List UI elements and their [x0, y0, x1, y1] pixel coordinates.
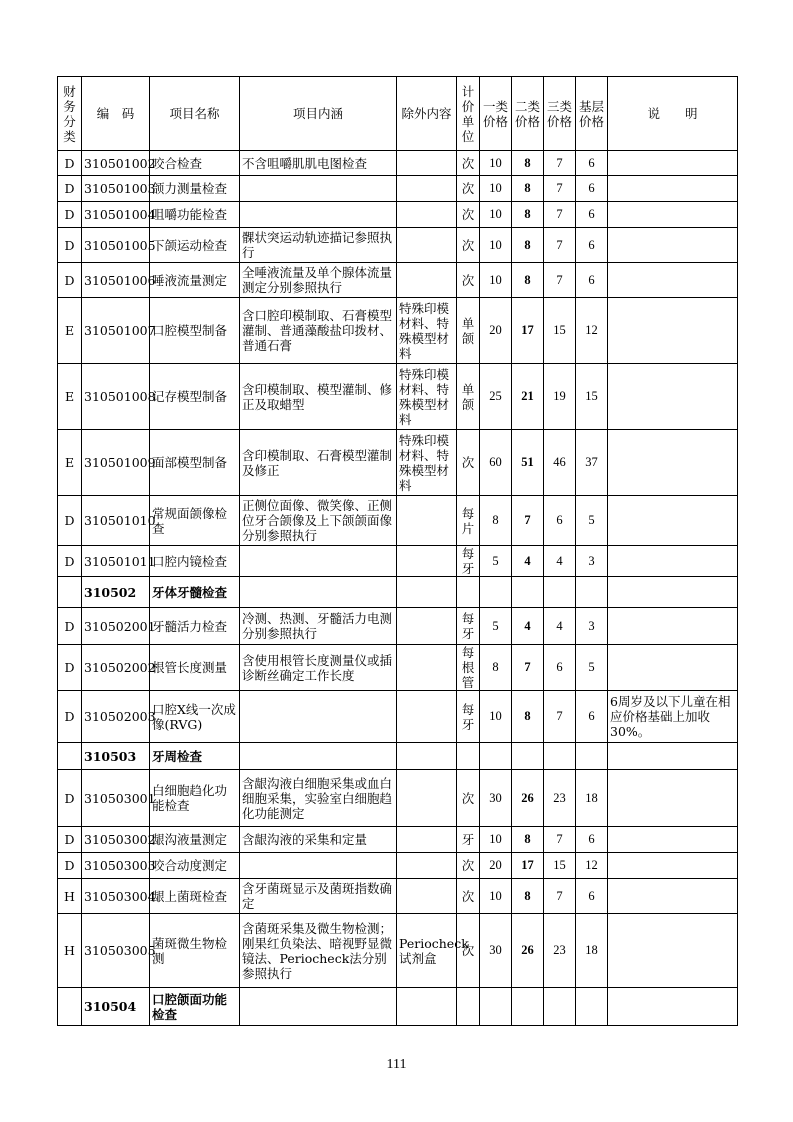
category-cell: E [58, 364, 82, 430]
content-cell: 冷测、热测、牙髓活力电测分别参照执行 [240, 608, 397, 645]
code-cell: 310503004 [82, 879, 150, 914]
empty-cell [240, 577, 397, 608]
table-row [58, 202, 738, 228]
price1-cell: 30 [480, 770, 512, 827]
price1-cell: 8 [480, 645, 512, 691]
price4-cell: 18 [576, 770, 608, 827]
code-cell: 310501007 [82, 298, 150, 364]
section-row [58, 577, 738, 608]
table-row [58, 546, 738, 577]
content-cell: 不含咀嚼肌肌电图检查 [240, 151, 397, 176]
code-cell: 310503003 [82, 853, 150, 879]
content-cell [240, 853, 397, 879]
empty-cell [544, 743, 576, 770]
price1-cell: 5 [480, 546, 512, 577]
header-note: 说 明 [608, 77, 738, 151]
price3-cell: 7 [544, 827, 576, 853]
price3-cell: 7 [544, 202, 576, 228]
table-row [58, 827, 738, 853]
note-cell [608, 263, 738, 298]
content-cell: 含龈沟液白细胞采集或血白细胞采集，实验室白细胞趋化功能测定 [240, 770, 397, 827]
code-cell: 310501006 [82, 263, 150, 298]
note-cell [608, 827, 738, 853]
item-name-cell: 下颌运动检查 [150, 228, 240, 263]
code-cell: 310501010 [82, 496, 150, 546]
price2-cell: 51 [512, 430, 544, 496]
price1-cell: 25 [480, 364, 512, 430]
category-cell: D [58, 853, 82, 879]
price3-cell: 6 [544, 645, 576, 691]
exclusion-cell: 特殊印模材料、特殊模型材料 [397, 364, 457, 430]
exclusion-cell [397, 827, 457, 853]
unit-cell: 次 [457, 202, 480, 228]
empty-cell [457, 988, 480, 1026]
empty-cell [608, 743, 738, 770]
unit-cell: 每片 [457, 496, 480, 546]
category-cell [58, 577, 82, 608]
empty-cell [480, 988, 512, 1026]
unit-cell: 次 [457, 176, 480, 202]
price4-cell: 3 [576, 546, 608, 577]
exclusion-cell: 特殊印模材料、特殊模型材料 [397, 430, 457, 496]
header-price4: 基层价格 [576, 77, 608, 151]
code-cell: 310501002 [82, 151, 150, 176]
content-cell [240, 691, 397, 743]
table-row [58, 914, 738, 988]
category-cell: H [58, 914, 82, 988]
header-content: 项目内涵 [240, 77, 397, 151]
price4-cell: 6 [576, 691, 608, 743]
category-cell: D [58, 263, 82, 298]
price3-cell: 7 [544, 151, 576, 176]
note-cell [608, 151, 738, 176]
code-cell: 310502001 [82, 608, 150, 645]
category-cell: D [58, 496, 82, 546]
note-cell [608, 176, 738, 202]
item-name-cell: 颌力测量检查 [150, 176, 240, 202]
unit-cell: 每根管 [457, 645, 480, 691]
table-row [58, 770, 738, 827]
price1-cell: 10 [480, 691, 512, 743]
price3-cell: 6 [544, 496, 576, 546]
item-name-cell: 菌斑微生物检测 [150, 914, 240, 988]
price4-cell: 18 [576, 914, 608, 988]
category-cell: D [58, 176, 82, 202]
exclusion-cell: 特殊印模材料、特殊模型材料 [397, 298, 457, 364]
item-name-cell: 龈上菌斑检查 [150, 879, 240, 914]
exclusion-cell [397, 496, 457, 546]
note-cell [608, 298, 738, 364]
exclusion-cell [397, 770, 457, 827]
item-name-cell: 唾液流量测定 [150, 263, 240, 298]
empty-cell [397, 988, 457, 1026]
price2-cell: 8 [512, 151, 544, 176]
item-name-cell: 白细胞趋化功能检查 [150, 770, 240, 827]
exclusion-cell [397, 202, 457, 228]
exclusion-cell: Periocheck试剂盒 [397, 914, 457, 988]
note-cell [608, 202, 738, 228]
note-cell [608, 914, 738, 988]
item-name-cell: 龈沟液量测定 [150, 827, 240, 853]
unit-cell: 单颌 [457, 298, 480, 364]
section-name: 牙体牙髓检查 [150, 577, 240, 608]
table-row [58, 176, 738, 202]
empty-cell [480, 743, 512, 770]
content-cell: 含口腔印模制取、石膏模型灌制、普通藻酸盐印拨材、普通石膏 [240, 298, 397, 364]
page-number: 111 [386, 1057, 407, 1072]
header-row [58, 77, 738, 151]
price3-cell: 7 [544, 691, 576, 743]
price1-cell: 10 [480, 879, 512, 914]
item-name-cell: 口腔模型制备 [150, 298, 240, 364]
code-cell: 310503002 [82, 827, 150, 853]
price1-cell: 10 [480, 151, 512, 176]
item-name-cell: 常规面颌像检查 [150, 496, 240, 546]
empty-cell [397, 743, 457, 770]
exclusion-cell [397, 546, 457, 577]
section-code: 310503 [82, 743, 150, 770]
unit-cell: 每牙 [457, 691, 480, 743]
price2-cell: 7 [512, 645, 544, 691]
table-row [58, 430, 738, 496]
code-cell: 310502002 [82, 645, 150, 691]
empty-cell [608, 577, 738, 608]
price2-cell: 21 [512, 364, 544, 430]
price2-cell: 26 [512, 914, 544, 988]
price2-cell: 17 [512, 298, 544, 364]
price4-cell: 6 [576, 202, 608, 228]
note-cell [608, 228, 738, 263]
price3-cell: 4 [544, 546, 576, 577]
code-cell: 310503001 [82, 770, 150, 827]
category-cell: D [58, 546, 82, 577]
price2-cell: 8 [512, 202, 544, 228]
content-cell [240, 176, 397, 202]
empty-cell [397, 577, 457, 608]
category-cell: D [58, 608, 82, 645]
exclusion-cell [397, 853, 457, 879]
exclusion-cell [397, 645, 457, 691]
note-cell [608, 546, 738, 577]
code-cell: 310501004 [82, 202, 150, 228]
content-cell: 含印模制取、模型灌制、修正及取蜡型 [240, 364, 397, 430]
content-cell [240, 546, 397, 577]
price2-cell: 8 [512, 176, 544, 202]
empty-cell [512, 577, 544, 608]
note-cell [608, 364, 738, 430]
table-body [58, 151, 738, 1026]
code-cell: 310501008 [82, 364, 150, 430]
price3-cell: 19 [544, 364, 576, 430]
price1-cell: 20 [480, 298, 512, 364]
category-cell: D [58, 202, 82, 228]
content-cell: 髁状突运动轨迹描记参照执行 [240, 228, 397, 263]
item-name-cell: 面部模型制备 [150, 430, 240, 496]
category-cell: H [58, 879, 82, 914]
price2-cell: 8 [512, 263, 544, 298]
exclusion-cell [397, 608, 457, 645]
item-name-cell: 根管长度测量 [150, 645, 240, 691]
category-cell [58, 743, 82, 770]
unit-cell: 单颌 [457, 364, 480, 430]
price3-cell: 15 [544, 298, 576, 364]
unit-cell: 次 [457, 430, 480, 496]
item-name-cell: 记存模型制备 [150, 364, 240, 430]
unit-cell: 次 [457, 228, 480, 263]
price4-cell: 12 [576, 298, 608, 364]
price4-cell: 5 [576, 496, 608, 546]
price3-cell: 7 [544, 879, 576, 914]
price1-cell: 10 [480, 827, 512, 853]
header-price1: 一类价格 [480, 77, 512, 151]
exclusion-cell [397, 228, 457, 263]
item-name-cell: 口腔内镜检查 [150, 546, 240, 577]
price1-cell: 20 [480, 853, 512, 879]
unit-cell: 次 [457, 853, 480, 879]
price2-cell: 7 [512, 496, 544, 546]
table-row [58, 879, 738, 914]
header-price3: 三类价格 [544, 77, 576, 151]
price2-cell: 26 [512, 770, 544, 827]
price1-cell: 5 [480, 608, 512, 645]
empty-cell [608, 988, 738, 1026]
category-cell: D [58, 827, 82, 853]
empty-cell [512, 988, 544, 1026]
unit-cell: 次 [457, 770, 480, 827]
empty-cell [240, 743, 397, 770]
price2-cell: 8 [512, 827, 544, 853]
empty-cell [544, 577, 576, 608]
content-cell: 含菌斑采集及微生物检测；刚果红负染法、暗视野显微镜法、Periocheck法分别参照执行 [240, 914, 397, 988]
note-cell [608, 770, 738, 827]
code-cell: 310503005 [82, 914, 150, 988]
content-cell: 含使用根管长度测量仪或插诊断丝确定工作长度 [240, 645, 397, 691]
header-name: 项目名称 [150, 77, 240, 151]
item-name-cell: 口腔X线一次成像(RVG) [150, 691, 240, 743]
table-row [58, 364, 738, 430]
category-cell: D [58, 691, 82, 743]
code-cell: 310501005 [82, 228, 150, 263]
content-cell: 含牙菌斑显示及菌斑指数确定 [240, 879, 397, 914]
price2-cell: 8 [512, 228, 544, 263]
empty-cell [240, 988, 397, 1026]
content-cell: 含印模制取、石膏模型灌制及修正 [240, 430, 397, 496]
price1-cell: 10 [480, 228, 512, 263]
category-cell: D [58, 228, 82, 263]
section-row [58, 743, 738, 770]
unit-cell: 每牙 [457, 546, 480, 577]
table-row [58, 298, 738, 364]
table-row [58, 263, 738, 298]
note-cell [608, 645, 738, 691]
section-name: 牙周检查 [150, 743, 240, 770]
price3-cell: 46 [544, 430, 576, 496]
note-cell: 6周岁及以下儿童在相应价格基础上加收30%。 [608, 691, 738, 743]
unit-cell: 次 [457, 263, 480, 298]
price3-cell: 15 [544, 853, 576, 879]
empty-cell [512, 743, 544, 770]
content-cell: 全唾液流量及单个腺体流量测定分别参照执行 [240, 263, 397, 298]
price4-cell: 5 [576, 645, 608, 691]
item-name-cell: 牙髓活力检查 [150, 608, 240, 645]
header-category: 财务分类 [58, 77, 82, 151]
price4-cell: 6 [576, 827, 608, 853]
empty-cell [480, 577, 512, 608]
content-cell [240, 202, 397, 228]
unit-cell: 次 [457, 151, 480, 176]
header-unit: 计价单位 [457, 77, 480, 151]
price2-cell: 4 [512, 608, 544, 645]
price4-cell: 37 [576, 430, 608, 496]
unit-cell: 每牙 [457, 608, 480, 645]
category-cell: D [58, 645, 82, 691]
table-row [58, 691, 738, 743]
table-row [58, 228, 738, 263]
empty-cell [576, 988, 608, 1026]
empty-cell [457, 743, 480, 770]
price3-cell: 23 [544, 914, 576, 988]
content-cell: 含龈沟液的采集和定量 [240, 827, 397, 853]
code-cell: 310501011 [82, 546, 150, 577]
empty-cell [576, 577, 608, 608]
category-cell: E [58, 430, 82, 496]
item-name-cell: 咬合动度测定 [150, 853, 240, 879]
price1-cell: 60 [480, 430, 512, 496]
code-cell: 310502003 [82, 691, 150, 743]
price4-cell: 6 [576, 879, 608, 914]
item-name-cell: 咬合检查 [150, 151, 240, 176]
unit-cell: 次 [457, 914, 480, 988]
price1-cell: 30 [480, 914, 512, 988]
header-code: 编 码 [82, 77, 150, 151]
price4-cell: 6 [576, 228, 608, 263]
note-cell [608, 879, 738, 914]
table-row [58, 608, 738, 645]
empty-cell [457, 577, 480, 608]
table-row [58, 645, 738, 691]
note-cell [608, 853, 738, 879]
content-cell: 正侧位面像、微笑像、正侧位牙合颌像及上下颌颌面像分别参照执行 [240, 496, 397, 546]
unit-cell: 牙 [457, 827, 480, 853]
price3-cell: 23 [544, 770, 576, 827]
code-cell: 310501009 [82, 430, 150, 496]
price3-cell: 4 [544, 608, 576, 645]
table-row [58, 496, 738, 546]
empty-cell [576, 743, 608, 770]
price1-cell: 10 [480, 202, 512, 228]
price4-cell: 3 [576, 608, 608, 645]
price1-cell: 10 [480, 176, 512, 202]
price1-cell: 10 [480, 263, 512, 298]
category-cell: D [58, 770, 82, 827]
section-code: 310504 [82, 988, 150, 1026]
price4-cell: 12 [576, 853, 608, 879]
price3-cell: 7 [544, 228, 576, 263]
exclusion-cell [397, 151, 457, 176]
price2-cell: 8 [512, 691, 544, 743]
price1-cell: 8 [480, 496, 512, 546]
header-price2: 二类价格 [512, 77, 544, 151]
header-exclusion: 除外内容 [397, 77, 457, 151]
price4-cell: 6 [576, 151, 608, 176]
note-cell [608, 430, 738, 496]
exclusion-cell [397, 263, 457, 298]
category-cell: E [58, 298, 82, 364]
category-cell: D [58, 151, 82, 176]
unit-cell: 次 [457, 879, 480, 914]
code-cell: 310501003 [82, 176, 150, 202]
price2-cell: 4 [512, 546, 544, 577]
section-code: 310502 [82, 577, 150, 608]
price2-cell: 17 [512, 853, 544, 879]
price4-cell: 15 [576, 364, 608, 430]
section-row [58, 988, 738, 1026]
price3-cell: 7 [544, 263, 576, 298]
section-name: 口腔颌面功能检查 [150, 988, 240, 1026]
price4-cell: 6 [576, 263, 608, 298]
exclusion-cell [397, 879, 457, 914]
table-row [58, 151, 738, 176]
exclusion-cell [397, 691, 457, 743]
price4-cell: 6 [576, 176, 608, 202]
empty-cell [544, 988, 576, 1026]
exclusion-cell [397, 176, 457, 202]
price2-cell: 8 [512, 879, 544, 914]
fee-table [57, 76, 738, 1026]
note-cell [608, 608, 738, 645]
category-cell [58, 988, 82, 1026]
note-cell [608, 496, 738, 546]
price3-cell: 7 [544, 176, 576, 202]
table-row [58, 853, 738, 879]
item-name-cell: 咀嚼功能检查 [150, 202, 240, 228]
